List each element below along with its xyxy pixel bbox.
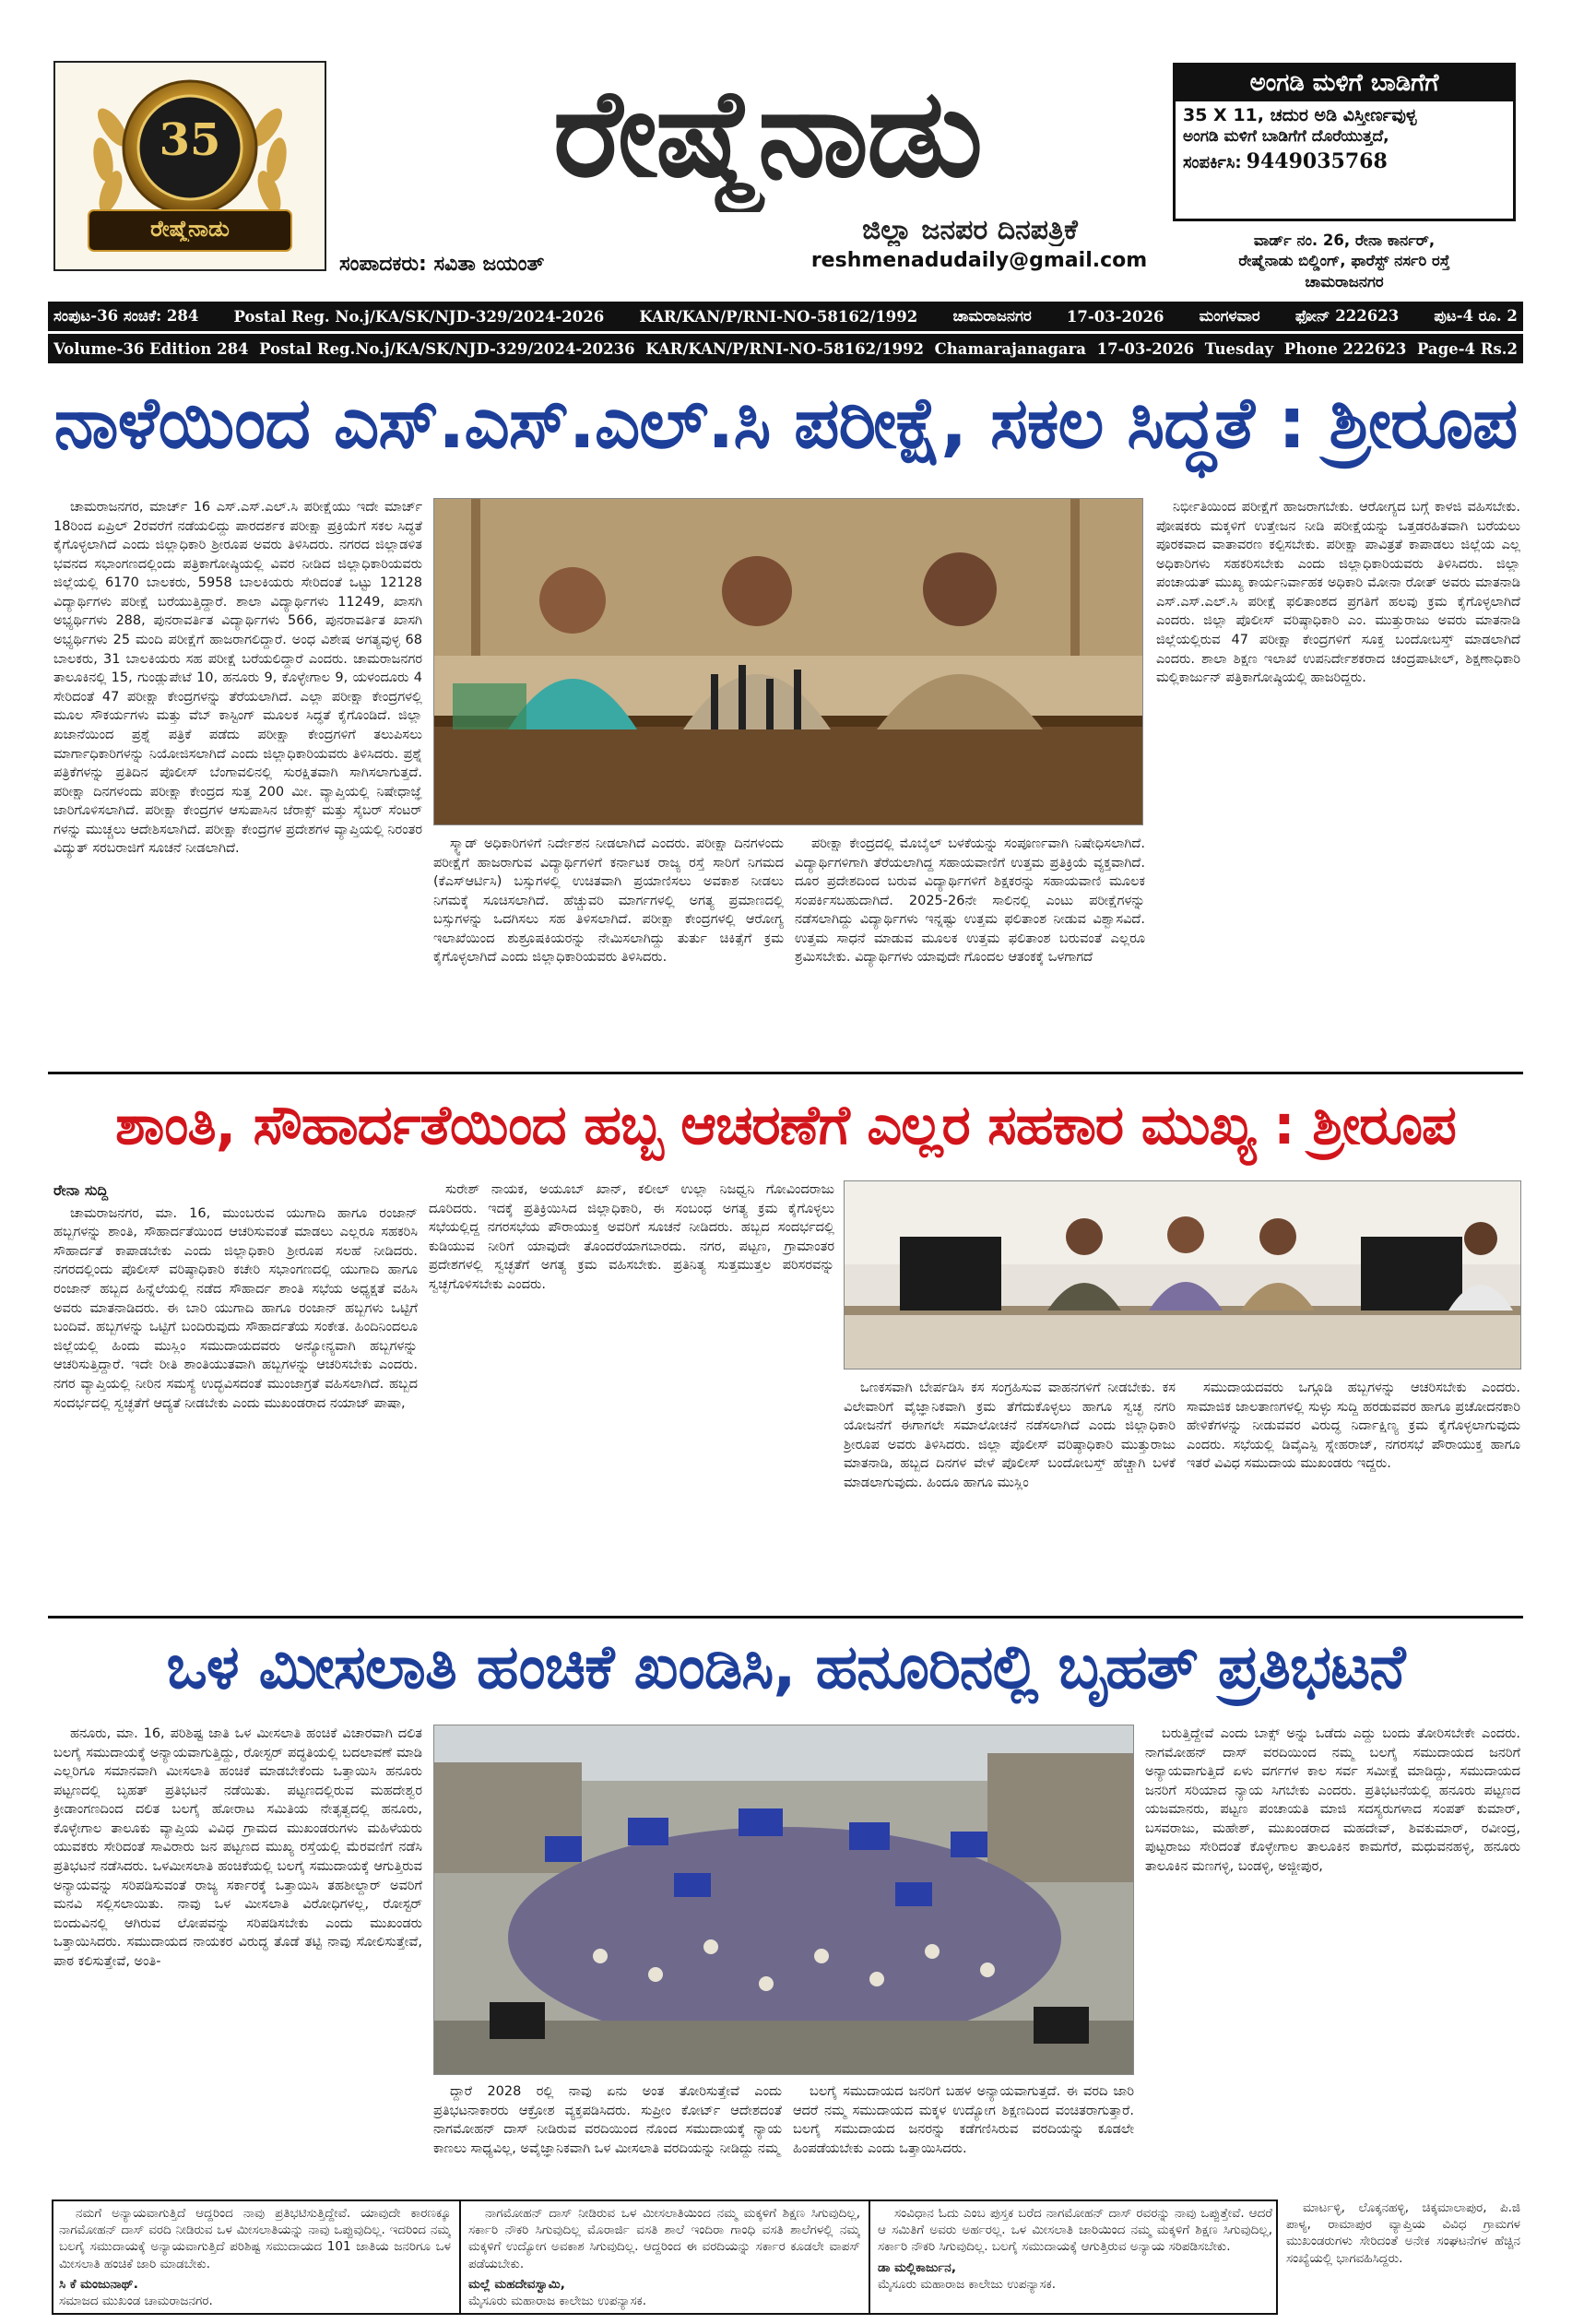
phone-en: Phone 222623 — [1283, 339, 1407, 358]
quote-divider-2 — [869, 2201, 870, 2313]
article1-col1-text: ಚಾಮರಾಜನಗರ, ಮಾರ್ಚ್ 16 ಎಸ್.ಎಸ್.ಎಲ್.ಸಿ ಪರೀಕ್ಷೆಯು ಇದೇ ಮಾರ್ಚ್ 18ರಿಂದ ಏಪ್ರಿಲ್ 2ರವರೆಗೆ ನಡೆಯಲಿದ್ದು ಪಾರದರ್ಶಕ ಪರೀಕ್ಷಾ ಪ್ರಕ್ರಿಯೆಗೆ ಸಕಲ ಸಿದ್ಧತೆ ಕೈಗೊಳ್ಳಲಾಗಿದೆ ಎಂದು ಜಿಲ್ಲಾಧಿಕಾರಿ ಶ್ರೀರೂಪ ಅವರು ತಿಳಿಸಿದರು. ನಗರದ ಜಿಲ್ಲಾಡಳಿತ ಭವನದ ಸಭಾಂಗಣದಲ್ಲಿಂದು ಪತ್ರಿಕಾಗೋಷ್ಠಿಯಲ್ಲಿ ವಿವರ ನೀಡಿದ ಜಿಲ್ಲಾಧಿಕಾರಿಯವರು ಜಿಲ್ಲೆಯಲ್ಲಿ 6170 ಬಾಲಕರು, 5958 ಬಾಲಕಿಯರು ಸೇರಿದಂತೆ ಒಟ್ಟು 12128 ವಿದ್ಯಾರ್ಥಿಗಳು ಪರೀಕ್ಷೆ ಬರೆಯುತ್ತಿದ್ದಾರೆ. ಶಾಲಾ ವಿದ್ಯಾರ್ಥಿಗಳು 11249, ಖಾಸಗಿ ಅಭ್ಯರ್ಥಿಗಳು 288, ಪುನರಾವರ್ತಿತ ವಿದ್ಯಾರ್ಥಿಗಳು 566, ಪುನರಾವರ್ತಿತ ಖಾಸಗಿ ಅಭ್ಯರ್ಥಿಗಳು 25 ಮಂದಿ ಪರೀಕ್ಷೆಗೆ ಹಾಜರಾಗಲಿದ್ದಾರೆ. ಅಂಧ ವಿಶೇಷ ಅಗತ್ಯವುಳ್ಳ 68 ಬಾಲಕರು, 31 ಬಾಲಕಿಯರು ಸಹ ಪರೀಕ್ಷೆ ಬರೆಯಲಿದ್ದಾರೆ ಎಂದರು. ಚಾಮರಾಜನಗರ ತಾಲೂಕಿನಲ್ಲಿ 15, ಗುಂಡ್ಲುಪೇಟೆ 10, ಹನೂರು 9, ಕೊಳ್ಳೇಗಾಲ 9, ಯಳಂದೂರು 4 ಸೇರಿದಂತೆ 47 ಪರೀಕ್ಷಾ ಕೇಂದ್ರಗಳನ್ನು ತೆರೆಯಲಾಗಿದೆ. ಎಲ್ಲಾ ಪರೀಕ್ಷಾ ಕೇಂದ್ರಗಳಲ್ಲಿ ಮೂಲ ಸೌಕರ್ಯಗಳು ಮತ್ತು ವೆಬ್ ಕಾಸ್ಟಿಂಗ್ ಮೂಲಕ ಸಿದ್ಧತೆ ಕೈಗೊಂಡಿದೆ. ಜಿಲ್ಲಾ ಖಜಾನೆಯಿಂದ ಪ್ರಶ್ನೆ ಪತ್ರಿಕೆ ಪಡೆದು ಪರೀಕ್ಷಾ ಕೇಂದ್ರಗಳಿಗೆ ತಲುಪಿಸಲು ಮಾರ್ಗಾಧಿಕಾರಿಗಳನ್ನು ನಿಯೋಜಿಸಲಾಗಿದೆ ಎಂದು ಜಿಲ್ಲಾಧಿಕಾರಿಯವರು ತಿಳಿಸಿದರು. ಪ್ರಶ್ನೆ ಪತ್ರಿಕೆಗಳನ್ನು ಪ್ರತಿದಿನ ಪೊಲೀಸ್ ಬೆಂಗಾವಲಿನಲ್ಲಿ ಸುರಕ್ಷಿತವಾಗಿ ಸಾಗಿಸಲಾಗುತ್ತದೆ. ಪರೀಕ್ಷಾ ದಿನಗಳಂದು ಪರೀಕ್ಷಾ ಕೇಂದ್ರದ ಸುತ್ತ 200 ಮೀ. ವ್ಯಾಪ್ತಿಯಲ್ಲಿ ನಿಷೇಧಾಜ್ಞೆ ಜಾರಿಗೊಳಿಸಲಾಗಿದೆ. ಪರೀಕ್ಷಾ ಕೇಂದ್ರಗಳ ಆಸುಪಾಸಿನ ಜೆರಾಕ್ಸ್ ಮತ್ತು ಸೈಬರ್ ಸೆಂಟರ್ ಗಳನ್ನು ಮುಚ್ಚಲು ಆದೇಶಿಸಲಾಗಿದೆ. ಪರೀಕ್ಷಾ ಕೇಂದ್ರಗಳ ಪ್ರದೇಶಗಳ ವ್ಯಾಪ್ತಿಯಲ್ಲಿ ನಿರಂತರ ವಿದ್ಯುತ್ ಸರಬರಾಜಿಗೆ ಸೂಚನೆ ನೀಡಲಾಗಿದೆ. — [53, 500, 422, 857]
ad-line2: ಅಂಗಡಿ ಮಳಿಗೆ ಬಾಡಿಗೆಗೆ ದೊರೆಯುತ್ತದೆ, — [1183, 127, 1389, 146]
page-price-en: Page-4 Rs.2 — [1416, 339, 1518, 358]
section-divider-2 — [48, 1616, 1523, 1618]
protest-photo — [433, 1725, 1134, 2075]
quote1-text: ನಮಗೆ ಅನ್ಯಾಯವಾಗುತ್ತಿದೆ ಆದ್ದರಿಂದ ನಾವು ಪ್ರತಿಭಟಿಸುತ್ತಿದ್ದೇವೆ. ಯಾವುದೇ ಕಾರಣಕ್ಕೂ ನಾಗಮೋಹನ್ ದಾಸ್ ವರದಿ ನೀಡಿರುವ ಒಳ ಮೀಸಲಾತಿಯನ್ನು ನಾವು ಒಪ್ಪುವುದಿಲ್ಲ. ಇದರಿಂದ ನಮ್ಮ ಬಲಗೈ ಸಮುದಾಯಕ್ಕೆ ಅನ್ಯಾಯವಾಗುತ್ತಿದೆ ಪರಿಶಿಷ್ಟ ಸಮುದಾಯದ 101 ಜಾತಿಯ ಜನರಿಗೂ ಒಳ ಮೀಸಲಾತಿ ಹಂಚಿಕೆ ಜಾರಿ ಮಾಡಬೇಕು. — [59, 2206, 451, 2271]
address-line1: ವಾರ್ಡ್ ನಂ. 26, ರೇನಾ ಕಾರ್ನರ್, — [1253, 231, 1436, 249]
info-strip-kannada — [48, 302, 1523, 331]
side-column-bottom-text: ಮಾರ್ಟಳ್ಳಿ, ಲೊಕ್ಕನಹಳ್ಳಿ, ಚಿಕ್ಕಮಾಲಾಪುರ, ಪಿ.ಜಿ ಪಾಳ್ಯ, ರಾಮಾಪುರ ವ್ಯಾಪ್ತಿಯ ವಿವಿಧ ಗ್ರಾಮಗಳ ಮುಖಂಡರುಗಳು ಸೇರಿದಂತೆ ಅನೇಕ ಸಂಘಟನೆಗಳ ಹೆಚ್ಚಿನ ಸಂಖ್ಯೆಯಲ್ಲಿ ಭಾಗವಹಿಸಿದ್ದರು. — [1286, 2200, 1520, 2266]
article1-col2-text: ಸ್ಕ್ವಾಡ್ ಅಧಿಕಾರಿಗಳಿಗೆ ನಿರ್ದೇಶನ ನೀಡಲಾಗಿದೆ ಎಂದರು. ಪರೀಕ್ಷಾ ದಿನಗಳಂದು ಪರೀಕ್ಷೆಗೆ ಹಾಜರಾಗುವ ವಿದ್ಯಾರ್ಥಿಗಳಿಗೆ ಕರ್ನಾಟಕ ರಾಜ್ಯ ರಸ್ತೆ ಸಾರಿಗೆ ನಿಗಮದ (ಕೆಎಸ್ಆರ್ಟಿಸಿ) ಬಸ್ಸುಗಳಲ್ಲಿ ಉಚಿತವಾಗಿ ಪ್ರಯಾಣಿಸಲು ಅವಕಾಶ ನೀಡಲು ನಿಗಮಕ್ಕೆ ಸೂಚಿಸಲಾಗಿದೆ. ಹೆಚ್ಚುವರಿ ಮಾರ್ಗಗಳಲ್ಲಿ ಅಗತ್ಯ ಪ್ರಮಾಣದಲ್ಲಿ ಬಸ್ಸುಗಳನ್ನು ಒದಗಿಸಲು ಸಹ ತಿಳಿಸಲಾಗಿದೆ. ಪರೀಕ್ಷಾ ಕೇಂದ್ರಗಳಲ್ಲಿ ಆರೋಗ್ಯ ಇಲಾಖೆಯಿಂದ ಶುಶ್ರೂಷಕಿಯರನ್ನು ನೇಮಿಸಲಾಗಿದ್ದು ತುರ್ತು ಚಿಕಿತ್ಸೆಗೆ ಕ್ರಮ ಕೈಗೊಳ್ಳಲಾಗಿದೆ ಎಂದು ಜಿಲ್ಲಾಧಿಕಾರಿಯವರು ತಿಳಿಸಿದರು. — [433, 836, 784, 966]
article3-col2 — [433, 2082, 782, 2195]
quote3 — [878, 2205, 1272, 2312]
article3-col4-text: ಬರುತ್ತಿದ್ದೇವೆ ಎಂದು ಬಾಕ್ಸ್ ಅನ್ನು ಒಡೆದು ಎದ್ದು ಬಂದು ತೋರಿಸಬೇಕೇ ಎಂದರು. ನಾಗಮೋಹನ್ ದಾಸ್ ವರದಿಯಿಂದ ನಮ್ಮ ಬಲಗೈ ಸಮುದಾಯದ ಜನರಿಗೆ ಅನ್ಯಾಯವಾಗುತ್ತಿದೆ ಏಳು ವರ್ಗಗಳ ಕಾಲ ಸರ್ವ ಸಮೀಕ್ಷೆ ಮಾಡಿದ್ದು, ಸಮುದಾಯದ ಜನರಿಗೆ ಸರಿಯಾದ ನ್ಯಾಯ ಸಿಗಬೇಕು ಎಂದರು. ಪ್ರತಿಭಟನೆಯಲ್ಲಿ ಹನೂರು ಪಟ್ಟಣದ ಯಜಮಾನರು, ಪಟ್ಟಣ ಪಂಚಾಯತಿ ಮಾಜಿ ಸದಸ್ಯರುಗಳಾದ ಸಂಪತ್ ಕುಮಾರ್, ಬಸವರಾಜು, ಮಹೇಶ್, ಮುಖಂಡರಾದ ಮಹದೇವ್, ಶಿವಕುಮಾರ್, ರವೀಂದ್ರ, ಪುಟ್ಟರಾಜು ಸೇರಿದಂತೆ ಕೊಳ್ಳೇಗಾಲ ತಾಲೂಕಿನ ಕಾಮಗೆರೆ, ಮಧುವನಹಳ್ಳಿ, ಹನೂರು ತಾಲೂಕಿನ ಮಣಗಳ್ಳಿ, ಬಂಡಳ್ಳಿ, ಅಜ್ಜೀಪುರ, — [1145, 1726, 1520, 1875]
quote2-name: ಮಲ್ಲೆ ಮಹದೇವಸ್ವಾಮಿ, — [468, 2276, 565, 2292]
article2-col1 — [53, 1180, 418, 1605]
postal-reg-kn: Postal Reg. No.j/KA/SK/NJD-329/2024-2026 — [233, 307, 605, 326]
rni-number-kn: KAR/KAN/P/RNI-NO-58162/1992 — [639, 307, 918, 326]
press-meet-photo-icon — [434, 499, 1143, 825]
office-address — [1173, 231, 1516, 292]
protest-photo-icon — [434, 1725, 1134, 2075]
day-kn: ಮಂಗಳವಾರ — [1199, 307, 1260, 325]
article1-col3 — [795, 835, 1145, 1061]
email-address[interactable]: reshmenadudaily@gmail.com — [810, 249, 1148, 272]
postal-reg-en: Postal Reg.No.j/KA/SK/NJD-329/2024-20236 — [259, 339, 635, 358]
rni-number-en: KAR/KAN/P/RNI-NO-58162/1992 — [645, 339, 925, 358]
address-line3: ಚಾಮರಾಜನಗರ — [1305, 272, 1384, 290]
article3-col3 — [793, 2082, 1134, 2195]
ad-heading: ಅಂಗಡಿ ಮಳಿಗೆ ಬಾಡಿಗೆಗೆ — [1176, 65, 1513, 101]
masthead — [48, 55, 1523, 304]
quote-divider-1 — [459, 2201, 461, 2313]
article3-col4 — [1145, 1725, 1520, 2195]
quote3-name: ಡಾ ಮಲ್ಲಿಕಾರ್ಜುನ, — [878, 2259, 956, 2275]
logo-text: ರೇಷ್ಮೆನಾಡು — [150, 216, 230, 242]
info-strip-english — [48, 334, 1523, 363]
volume-edition-en: Volume-36 Edition 284 — [53, 339, 249, 358]
address-line2: ರೇಷ್ಮೆನಾಡು ಬಿಲ್ಡಿಂಗ್, ಫಾರೆಸ್ಟ್ ನರ್ಸರಿ ರಸ್ತೆ — [1238, 252, 1450, 270]
ad-contact — [1176, 148, 1513, 175]
quote3-text: ಸಂವಿಧಾನ ಓದು ಎಂಬ ಪುಸ್ತಕ ಬರೆದ ನಾಗಮೋಹನ್ ದಾಸ್ ರವರನ್ನು ನಾವು ಒಪ್ಪುತ್ತೇವೆ. ಆದರೆ ಆ ಸಮಿತಿಗೆ ಅವರು ಅರ್ಹರಲ್ಲ. ಒಳ ಮೀಸಲಾತಿ ಜಾರಿಯಿಂದ ನಮ್ಮ ಮಕ್ಕಳಿಗೆ ಶಿಕ್ಷಣ ಸಿಗುವುದಿಲ್ಲ, ಸರ್ಕಾರಿ ನೌಕರಿ ಸಿಗುವುದಿಲ್ಲ. ಬಲಗೈ ಸಮುದಾಯಕ್ಕೆ ಆಗುತ್ತಿರುವ ಅನ್ಯಾಯ ಸರಿಪಡಿಸಬೇಕು. — [878, 2206, 1272, 2255]
newspaper-tagline: ಜಿಲ್ಲಾ ಜನಪರ ದಿನಪತ್ರಿಕೆ — [862, 214, 1078, 246]
volume-edition-kn: ಸಂಪುಟ-36 ಸಂಚಿಕೆ: 284 — [53, 307, 199, 325]
press-meet-photo — [433, 498, 1143, 825]
article2-col3-text: ಒಣಕಸವಾಗಿ ಬೇರ್ಪಡಿಸಿ ಕಸ ಸಂಗ್ರಹಿಸುವ ವಾಹನಗಳಿಗೆ ನೀಡಬೇಕು. ಕಸ ವಿಲೇವಾರಿಗೆ ವೈಜ್ಞಾನಿಕವಾಗಿ ಕ್ರಮ ತೆಗೆದುಕೊಳ್ಳಲು ಹಾಗೂ ಸ್ವಚ್ಛ ನಗರಿ ಯೋಜನೆಗೆ ಈಗಾಗಲೇ ಸಮಾಲೋಚನೆ ನಡೆಸಲಾಗಿದೆ ಎಂದು ಜಿಲ್ಲಾಧಿಕಾರಿ ಶ್ರೀರೂಪ ಅವರು ತಿಳಿಸಿದರು. ಜಿಲ್ಲಾ ಪೊಲೀಸ್ ವರಿಷ್ಠಾಧಿಕಾರಿ ಮುತ್ತುರಾಜು ಮಾತನಾಡಿ, ಹಬ್ಬದ ದಿನಗಳ ವೇಳೆ ಪೊಲೀಸ್ ಬಂದೋಬಸ್ತ್ ಹೆಚ್ಚಾಗಿ ಬಳಕೆ ಮಾಡಲಾಗುವುದು. ಹಿಂದೂ ಹಾಗೂ ಮುಸ್ಲಿಂ — [844, 1381, 1176, 1490]
ad-line1: 35 X 11, ಚದುರ ಅಡಿ ವಿಸ್ತೀರ್ಣವುಳ್ಳ — [1183, 105, 1417, 125]
side-column-bottom — [1286, 2200, 1520, 2315]
quote1-role: ಸಮಾಜದ ಮುಖಂಡ ಚಾಮರಾಜನಗರ. — [59, 2294, 213, 2309]
article2-col1-text: ಚಾಮರಾಜನಗರ, ಮಾ. 16, ಮುಂಬರುವ ಯುಗಾದಿ ಹಾಗೂ ರಂಜಾನ್ ಹಬ್ಬಗಳನ್ನು ಶಾಂತಿ, ಸೌಹಾರ್ದತೆಯಿಂದ ಆಚರಿಸುವಂತೆ ಮಾಡಲು ಎಲ್ಲರೂ ಸಹಕರಿಸಿ ಸೌಹಾರ್ದತೆ ಕಾಪಾಡಬೇಕು ಎಂದು ಜಿಲ್ಲಾಧಿಕಾರಿ ಶ್ರೀರೂಪ ಸಲಹೆ ನೀಡಿದರು. ನಗರದಲ್ಲಿಂದು ಪೊಲೀಸ್ ವರಿಷ್ಠಾಧಿಕಾರಿ ಕಚೇರಿ ಸಭಾಂಗಣದಲ್ಲಿ ಯುಗಾದಿ ಹಾಗೂ ರಂಜಾನ್ ಹಬ್ಬದ ಹಿನ್ನೆಲೆಯಲ್ಲಿ ನಡೆದ ಸೌಹಾರ್ದ ಶಾಂತಿ ಸಭೆಯ ಅಧ್ಯಕ್ಷತೆ ವಹಿಸಿ ಅವರು ಮಾತನಾಡಿದರು. ಈ ಬಾರಿ ಯುಗಾದಿ ಹಾಗೂ ರಂಜಾನ್ ಹಬ್ಬಗಳು ಒಟ್ಟಿಗೆ ಬಂದಿವೆ. ಹಬ್ಬಗಳನ್ನು ಒಟ್ಟಿಗೆ ಬಂದಿರುವುದು ಸೌಹಾರ್ದತೆಯ ಸಂಕೇತ. ಹಿಂದಿನಿಂದಲೂ ಜಿಲ್ಲೆಯಲ್ಲಿ ಹಿಂದು ಮುಸ್ಲಿಂ ಸಮುದಾಯದವರು ಅನ್ಯೋನ್ಯವಾಗಿ ಹಬ್ಬಗಳನ್ನು ಆಚರಿಸುತ್ತಿದ್ದಾರೆ. ಇದೇ ರೀತಿ ಶಾಂತಿಯುತವಾಗಿ ಹಬ್ಬಗಳನ್ನು ಆಚರಿಸಬೇಕು ಎಂದರು. ನಗರ ವ್ಯಾಪ್ತಿಯಲ್ಲಿ ನೀರಿನ ಸಮಸ್ಯೆ ಉದ್ಭವಿಸದಂತೆ ಮುಂಜಾಗ್ರತೆ ವಹಿಸಲಾಗಿದೆ. ಹಬ್ಬದ ಸಂದರ್ಭದಲ್ಲಿ ಸ್ವಚ್ಛತೆಗೆ ಆದ್ಯತೆ ನೀಡಬೇಕು ಎಂದು ಮುಖಂಡರಾದ ನಯಾಜ್ ಪಾಷಾ, — [53, 1205, 418, 1411]
article2-headline: ಶಾಂತಿ, ಸೌಹಾರ್ದತೆಯಿಂದ ಹಬ್ಬ ಆಚರಣೆಗೆ ಎಲ್ಲರ ಸಹಕಾರ ಮುಖ್ಯ : ಶ್ರೀರೂಪ — [115, 1093, 1456, 1156]
peace-meeting-photo-icon — [845, 1181, 1521, 1370]
quotes-box — [52, 2200, 1278, 2315]
editor-line: ಸಂಪಾದಕರು: ಸವಿತಾ ಜಯಂತ್ — [339, 253, 545, 276]
article2-col2 — [429, 1180, 834, 1605]
peace-meeting-photo — [844, 1180, 1521, 1370]
article1-col2 — [433, 835, 784, 1061]
ad-phone[interactable]: 9449035768 — [1246, 149, 1388, 173]
place-kn: ಚಾಮರಾಜನಗರ — [952, 307, 1032, 325]
quote1 — [59, 2205, 451, 2312]
quote2 — [468, 2205, 860, 2312]
article2-col2-text: ಸುರೇಶ್ ನಾಯಕ, ಅಯೂಬ್ ಖಾನ್, ಕಲೀಲ್ ಉಲ್ಲಾ ನಿಜಧ್ವನಿ ಗೋವಿಂದರಾಜು ದೂರಿದರು. ಇದಕ್ಕೆ ಪ್ರತಿಕ್ರಿಯಿಸಿದ ಜಿಲ್ಲಾಧಿಕಾರಿ, ಈ ಸಂಬಂಧ ಅಗತ್ಯ ಕ್ರಮ ಕೈಗೊಳ್ಳಲು ಸಭೆಯಲ್ಲಿದ್ದ ನಗರಸಭೆಯ ಪೌರಾಯುಕ್ತ ಅವರಿಗೆ ಸೂಚನೆ ನೀಡಿದರು. ಹಬ್ಬದ ಸಂದರ್ಭದಲ್ಲಿ ಕುಡಿಯುವ ನೀರಿಗೆ ಯಾವುದೇ ತೊಂದರೆಯಾಗಬಾರದು. ನಗರ, ಪಟ್ಟಣ, ಗ್ರಾಮಾಂತರ ಪ್ರದೇಶಗಳಲ್ಲಿ ಸ್ವಚ್ಛತೆಗೆ ಅಗತ್ಯ ಕ್ರಮ ವಹಿಸಬೇಕು. ಪ್ರತಿನಿತ್ಯ ಸುತ್ತಮುತ್ತಲ ಪರಿಸರವನ್ನು ಸ್ವಚ್ಛಗೊಳಿಸಬೇಕು ಎಂದರು. — [429, 1182, 834, 1292]
article1-col4-text: ನಿರ್ಭೀತಿಯಿಂದ ಪರೀಕ್ಷೆಗೆ ಹಾಜರಾಗಬೇಕು. ಆರೋಗ್ಯದ ಬಗ್ಗೆ ಕಾಳಜಿ ವಹಿಸಬೇಕು. ಪೋಷಕರು ಮಕ್ಕಳಿಗೆ ಉತ್ತೇಜನ ನೀಡಿ ಪರೀಕ್ಷೆಯನ್ನು ಒತ್ತಡರಹಿತವಾಗಿ ಬರೆಯಲು ಪೂರಕವಾದ ವಾತಾವರಣ ಕಲ್ಪಿಸಬೇಕು. ಪರೀಕ್ಷಾ ಪಾವಿತ್ರತೆ ಕಾಪಾಡಲು ಜಿಲ್ಲೆಯ ಎಲ್ಲ ಅಧಿಕಾರಿಗಳು ಸಹಕರಿಸಬೇಕು ಎಂದು ಜಿಲ್ಲಾಧಿಕಾರಿಯವರು ತಿಳಿಸಿದರು. ಜಿಲ್ಲಾ ಪಂಚಾಯತ್ ಮುಖ್ಯ ಕಾರ್ಯನಿರ್ವಾಹಕ ಅಧಿಕಾರಿ ಮೋನಾ ರೋತ್ ಅವರು ಮಾತನಾಡಿ ಎಸ್.ಎಸ್.ಎಲ್.ಸಿ ಪರೀಕ್ಷೆ ಫಲಿತಾಂಶದ ಪ್ರಗತಿಗೆ ಹಲವು ಕ್ರಮ ಕೈಗೊಳ್ಳಲಾಗಿದೆ ಎಂದರು. ಜಿಲ್ಲಾ ಪೊಲೀಸ್ ವರಿಷ್ಠಾಧಿಕಾರಿ ಎಂ. ಮುತ್ತುರಾಜು ಅವರು ಮಾತನಾಡಿ ಜಿಲ್ಲೆಯಲ್ಲಿರುವ 47 ಪರೀಕ್ಷಾ ಕೇಂದ್ರಗಳಿಗೆ ಸೂಕ್ತ ಬಂದೋಬಸ್ತ್ ಮಾಡಲಾಗಿದೆ ಎಂದರು. ಶಾಲಾ ಶಿಕ್ಷಣ ಇಲಾಖೆ ಉಪನಿರ್ದೇಶಕರಾದ ಚಂದ್ರಪಾಟೀಲ್, ಶಿಕ್ಷಣಾಧಿಕಾರಿ ಮಲ್ಲಿಕಾರ್ಜುನ್ ಪತ್ರಿಕಾಗೋಷ್ಠಿಯಲ್ಲಿ ಹಾಜರಿದ್ದರು. — [1156, 500, 1520, 686]
article3-headline: ಒಳ ಮೀಸಲಾತಿ ಹಂಚಿಕೆ ಖಂಡಿಸಿ, ಹನೂರಿನಲ್ಲಿ ಬೃಹತ್ ಪ್ರತಿಭಟನೆ — [166, 1631, 1405, 1702]
phone-kn: ಫೋನ್ 222623 — [1294, 307, 1400, 325]
article1-col4 — [1156, 498, 1520, 1061]
article2-byline: ರೇನಾ ಸುದ್ದಿ — [53, 1181, 109, 1199]
ad-contact-label: ಸಂಪರ್ಕಿಸಿ: — [1183, 153, 1242, 172]
day-en: Tuesday — [1204, 339, 1274, 358]
shop-rent-ad — [1173, 63, 1516, 221]
article3-col3-text: ಬಲಗೈ ಸಮುದಾಯದ ಜನರಿಗೆ ಬಹಳ ಅನ್ಯಾಯವಾಗುತ್ತದೆ. ಈ ವರದಿ ಜಾರಿ ಆದರೆ ನಮ್ಮ ಸಮುದಾಯದ ಮಕ್ಕಳ ಉದ್ಯೋಗ ಶಿಕ್ಷಣದಿಂದ ವಂಚಿತರಾಗುತ್ತಾರೆ. ಬಲಗೈ ಸಮುದಾಯದ ಜನರನ್ನು ಕಡೆಗಣಿಸಿರುವ ವರದಿಯನ್ನು ಕೂಡಲೇ ಹಿಂಪಡೆಯಬೇಕು ಎಂದು ಒತ್ತಾಯಿಸಿದರು. — [793, 2084, 1134, 2156]
article1-col3-text: ಪರೀಕ್ಷಾ ಕೇಂದ್ರದಲ್ಲಿ ಮೊಬೈಲ್ ಬಳಕೆಯನ್ನು ಸಂಪೂರ್ಣವಾಗಿ ನಿಷೇಧಿಸಲಾಗಿದೆ. ವಿದ್ಯಾರ್ಥಿಗಳಿಗಾಗಿ ತೆರೆಯಲಾಗಿದ್ದ ಸಹಾಯವಾಣಿಗೆ ಉತ್ತಮ ಪ್ರತಿಕ್ರಿಯೆ ವ್ಯಕ್ತವಾಗಿದೆ. ದೂರ ಪ್ರದೇಶದಿಂದ ಬರುವ ವಿದ್ಯಾರ್ಥಿಗಳಿಗೆ ಶಿಕ್ಷಕರನ್ನು ಸಹಾಯವಾಣಿ ಮೂಲಕ ಸಂಪರ್ಕಿಸಬಹುದಾಗಿದೆ. 2025-26ನೇ ಸಾಲಿನಲ್ಲಿ ಎಂಟು ಪರೀಕ್ಷೆಗಳನ್ನು ನಡೆಸಲಾಗಿದ್ದು ವಿದ್ಯಾರ್ಥಿಗಳು ಇನ್ನಷ್ಟು ಉತ್ತಮ ಫಲಿತಾಂಶ ನೀಡುವ ವಿಶ್ವಾಸವಿದೆ. ಉತ್ತಮ ಸಾಧನೆ ಮಾಡುವ ಮೂಲಕ ಉತ್ತಮ ಫಲಿತಾಂಶ ಬರುವಂತೆ ಎಲ್ಲರೂ ಶ್ರಮಿಸಬೇಕು. ವಿದ್ಯಾರ್ಥಿಗಳು ಯಾವುದೇ ಗೊಂದಲ ಆತಂಕಕ್ಕೆ ಒಳಗಾಗದೆ — [795, 836, 1145, 966]
quote3-role: ಮೈಸೂರು ಮಹಾರಾಜ ಕಾಲೇಜು ಉಪನ್ಯಾಸಕ. — [878, 2276, 1057, 2292]
date-en: 17-03-2026 — [1096, 339, 1195, 358]
place-en: Chamarajanagara — [934, 339, 1086, 358]
article1-col1 — [53, 498, 422, 1061]
anniversary-logo — [53, 61, 326, 271]
quote2-role: ಮೈಸೂರು ಮಹಾರಾಜ ಕಾಲೇಜು ಉಪನ್ಯಾಸಕ. — [468, 2294, 647, 2309]
quote2-text: ನಾಗಮೋಹನ್ ದಾಸ್ ನೀಡಿರುವ ಒಳ ಮೀಸಲಾತಿಯಿಂದ ನಮ್ಮ ಮಕ್ಕಳಿಗೆ ಶಿಕ್ಷಣ ಸಿಗುವುದಿಲ್ಲ, ಸರ್ಕಾರಿ ನೌಕರಿ ಸಿಗುವುದಿಲ್ಲ ಮೊರಾರ್ಜಿ ವಸತಿ ಶಾಲೆ ಇಂದಿರಾ ಗಾಂಧಿ ವಸತಿ ಶಾಲೆಗಳಲ್ಲಿ ನಮ್ಮ ಮಕ್ಕಳಿಗೆ ಉದ್ಯೋಗ ಅವಕಾಶ ಸಿಗುವುದಿಲ್ಲ. ಆದ್ದರಿಂದ ಈ ವರದಿಯನ್ನು ಸರ್ಕಾರ ಕೂಡಲೇ ವಾಪಸ್ ಪಡೆಯಬೇಕು. — [468, 2206, 860, 2271]
article3-col1 — [53, 1725, 422, 2195]
article3-col1-text: ಹನೂರು, ಮಾ. 16, ಪರಿಶಿಷ್ಟ ಜಾತಿ ಒಳ ಮೀಸಲಾತಿ ಹಂಚಿಕೆ ವಿಚಾರವಾಗಿ ದಲಿತ ಬಲಗೈ ಸಮುದಾಯಕ್ಕೆ ಅನ್ಯಾಯವಾಗುತ್ತಿದ್ದು, ರೋಸ್ಟರ್ ಪದ್ಧತಿಯಲ್ಲಿ ಬದಲಾವಣೆ ಮಾಡಿ ಎಲ್ಲರಿಗೂ ಸಮಾನವಾಗಿ ಮೀಸಲಾತಿ ಹಂಚಿಕೆ ಮಾಡಬೇಕೆಂದು ಒತ್ತಾಯಿಸಿ ಹನೂರು ಪಟ್ಟಣದಲ್ಲಿ ಬೃಹತ್ ಪ್ರತಿಭಟನೆ ನಡೆಯಿತು. ಪಟ್ಟಣದಲ್ಲಿರುವ ಮಹದೇಶ್ವರ ಕ್ರೀಡಾಂಗಣದಿಂದ ದಲಿತ ಬಲಗೈ ಹೋರಾಟ ಸಮಿತಿಯ ನೇತೃತ್ವದಲ್ಲಿ ಹನೂರು, ಕೊಳ್ಳೇಗಾಲ ತಾಲೂಕು ವ್ಯಾಪ್ತಿಯ ವಿವಿಧ ಗ್ರಾಮದ ಮುಖಂಡರುಗಳು ಮಹಿಳೆಯರು ಯುವಕರು ಸೇರಿದಂತೆ ಸಾವಿರಾರು ಜನ ಪಟ್ಟಣದ ಮುಖ್ಯ ರಸ್ತೆಯಲ್ಲಿ ಮೆರವಣಿಗೆ ನಡೆಸಿ ಪ್ರತಿಭಟನೆ ನಡೆಸಿದರು. ಒಳಮೀಸಲಾತಿ ಹಂಚಿಕೆಯಲ್ಲಿ ಬಲಗೈ ಸಮುದಾಯಕ್ಕೆ ಆಗುತ್ತಿರುವ ಅನ್ಯಾಯವನ್ನು ಸರಿಪಡಿಸುವಂತೆ ರಾಜ್ಯ ಸರ್ಕಾರಕ್ಕೆ ಒತ್ತಾಯಿಸಿ ತಹಶೀಲ್ದಾರ್ ಅವರಿಗೆ ಮನವಿ ಸಲ್ಲಿಸಲಾಯಿತು. ನಾವು ಒಳ ಮೀಸಲಾತಿ ವಿರೋಧಿಗಳಲ್ಲ, ರೋಸ್ಟರ್ ಬಿಂದುವಿನಲ್ಲಿ ಆಗಿರುವ ಲೋಪವನ್ನು ಸರಿಪಡಿಸಬೇಕು ಎಂದು ಮುಖಂಡರು ಒತ್ತಾಯಿಸಿದರು. ಸಮುದಾಯದ ನಾಯಕರ ವಿರುದ್ಧ ತೊಡೆ ತಟ್ಟಿ ನಾವು ಸೋಲಿಸುತ್ತೇವೆ, ಪಾಠ ಕಲಿಸುತ್ತೇವೆ, ಅಂತಿ- — [53, 1726, 422, 1969]
article2-col4 — [1187, 1379, 1520, 1605]
newspaper-title: ರೇಷ್ಮೆನಾಡು — [552, 63, 982, 205]
logo-number: 35 — [159, 114, 221, 166]
section-divider-1 — [48, 1072, 1523, 1074]
article2-col3 — [844, 1379, 1176, 1605]
quote1-name: ಸಿ ಕೆ ಮಂಜುನಾಥ್. — [59, 2276, 138, 2292]
article3-col2-text: ದ್ದಾರೆ 2028 ರಲ್ಲಿ ನಾವು ಏನು ಅಂತ ತೋರಿಸುತ್ತೇವೆ ಎಂದು ಪ್ರತಿಭಟನಾಕಾರರು ಆಕ್ರೋಶ ವ್ಯಕ್ತಪಡಿಸಿದರು. ಸುಪ್ರೀಂ ಕೋರ್ಟ್ ಆದೇಶದಂತೆ ನಾಗಮೋಹನ್ ದಾಸ್ ನೀಡಿರುವ ವರದಿಯಿಂದ ನೊಂದ ಸಮುದಾಯಕ್ಕೆ ನ್ಯಾಯ ಕಾಣಲು ಸಾಧ್ಯವಿಲ್ಲ, ಅವೈಜ್ಞಾನಿಕವಾಗಿ ಒಳ ಮೀಸಲಾತಿ ವರದಿಯನ್ನು ನೀಡಿದ್ದು ನಮ್ಮ — [433, 2084, 782, 2156]
page-price-kn: ಪುಟ-4 ರೂ. 2 — [1434, 307, 1518, 325]
date-kn: 17-03-2026 — [1066, 307, 1164, 326]
article1-headline: ನಾಳೆಯಿಂದ ಎಸ್.ಎಸ್.ಎಲ್.ಸಿ ಪರೀಕ್ಷೆ, ಸಕಲ ಸಿದ್ಧತೆ : ಶ್ರೀರೂಪ — [53, 383, 1518, 465]
article2-col4-text: ಸಮುದಾಯದವರು ಒಗ್ಗೂಡಿ ಹಬ್ಬಗಳನ್ನು ಆಚರಿಸಬೇಕು ಎಂದರು. ಸಾಮಾಜಿಕ ಜಾಲತಾಣಗಳಲ್ಲಿ ಸುಳ್ಳು ಸುದ್ದಿ ಹರಡುವವರ ಹಾಗೂ ಪ್ರಚೋದನಕಾರಿ ಹೇಳಿಕೆಗಳನ್ನು ನೀಡುವವರ ವಿರುದ್ಧ ನಿರ್ದಾಕ್ಷಿಣ್ಯ ಕ್ರಮ ಕೈಗೊಳ್ಳಲಾಗುವುದು ಎಂದರು. ಸಭೆಯಲ್ಲಿ ಡಿವೈಎಸ್ಪಿ ಸ್ನೇಹರಾಜ್, ನಗರಸಭೆ ಪೌರಾಯುಕ್ತ ಹಾಗೂ ಇತರೆ ವಿವಿಧ ಸಮುದಾಯ ಮುಖಂಡರು ಇದ್ದರು. — [1187, 1381, 1520, 1472]
